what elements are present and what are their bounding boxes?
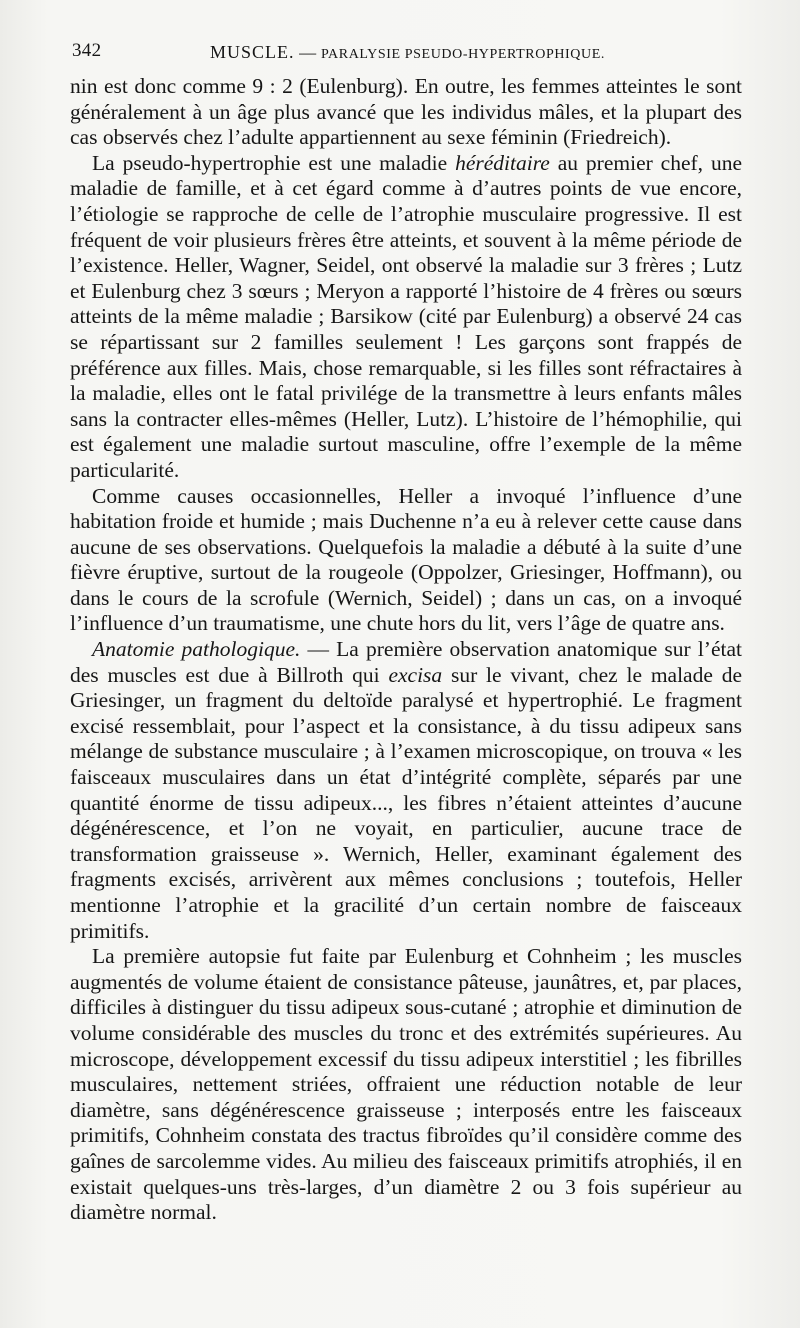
title-separator: —: [299, 43, 317, 62]
running-header: [70, 40, 742, 74]
paragraph-causes: Comme causes occasionnelles, Heller a invoqué l’influence d’une habitation froide et humide ; mais Duchenne n’a eu à relever cette cause dans aucune de ses observations. Quelquefois la maladie a débuté à la suite d’une fièvre éruptive, surtout de la rougeole (Oppolzer, Griesinger, Hoffmann), ou dans le cours de la scrofule (Wernich, Seidel) ; dans un cas, on a invoqué l’influence d’un traumatisme, une chute hors du lit, vers l’âge de quatre ans.: [70, 483, 742, 636]
subsection-title: PARALYSIE PSEUDO-HYPERTROPHIQUE.: [320, 47, 605, 62]
emphasis-excisa: excisa: [388, 662, 443, 687]
paragraph-anatomy: Anatomie pathologique. — La première observation anatomique sur l’état des muscles est due à Billroth qui excisa sur le vivant, chez le malade de Griesinger, un fragment du deltoïde paralysé et hypertrophié. Le fragment excisé ressemblait, pour l’aspect et la consistance, à du tissu adipeux sans mélange de substance musculaire ; à l’examen microscopique, on trouva « les faisceaux musculaires dans un état d’intégrité complète, séparés par une quantité énorme de tissu adipeux..., les fibres n’étaient atteintes d’aucune dégénérescence, et l’on ne voyait, en particulier, aucune trace de transformation graisseuse ». Wernich, Heller, examinant également des fragments excisés, arrivèrent aux mêmes conclusions ; toutefois, Heller mentionne l’atrophie et la gracilité d’un certain nombre de faisceaux primitifs.: [70, 637, 742, 943]
paragraph-autopsy: La première autopsie fut faite par Eulenburg et Cohnheim ; les muscles augmentés de volume étaient de consistance pâteuse, jaunâtres, et, par places, difficiles à distinguer du tissu adipeux sous-cutané ; atrophie et diminution de volume considérable des muscles du tronc et des extrémités supérieures. Au microscope, développement excessif du tissu adipeux interstitiel ; les fibrilles musculaires, nettement striées, offraient une réduction notable de leur diamètre, sans dégénérescence graisseuse ; interposés entre les faisceaux primitifs, Cohnheim constata des tractus fibroïdes qu’il considère comme des gaînes de sarcolemme vides. Au milieu des faisceaux primitifs atrophiés, il en existait quelques-uns très-larges, d’un diamètre 2 ou 3 fois supérieur au diamètre normal.: [70, 944, 742, 1225]
section-heading-anatomie: Anatomie pathologique.: [92, 637, 301, 662]
section-title: MUSCLE.: [210, 42, 295, 62]
paragraph-heredity: La pseudo-hypertrophie est une maladie héréditaire au premier chef, une maladie de famille, et à cet égard comme à d’autres points de vue encore, l’étiologie se rapproche de celle de l’atrophie musculaire progressive. Il est fréquent de voir plusieurs frères être atteints, et souvent à la même période de l’existence. Heller, Wagner, Seidel, ont observé la maladie sur 3 frères ; Lutz et Eulenburg chez 3 sœurs ; Meryon a rapporté l’histoire de 4 frères ou sœurs atteints de la même maladie ; Barsikow (cité par Eulenburg) a observé 24 cas se répartissant sur 2 familles seulement ! Les garçons sont frappés de préférence aux filles. Mais, chose remarquable, si les filles sont réfractaires à la maladie, elles ont le fatal privilége de la transmettre à leurs enfants mâles sans la contracter elles-mêmes (Heller, Lutz). L’histoire de l’hémophilie, qui est également une maladie surtout masculine, offre l’exemple de la même particularité.: [70, 150, 742, 482]
running-title: [210, 42, 605, 63]
body-text: [70, 74, 742, 1226]
paragraph-continuation: nin est donc comme 9 : 2 (Eulenburg). En outre, les femmes atteintes le sont généralement à un âge plus avancé que les individus mâles, et la plupart des cas observés chez l’adulte appartiennent au sexe féminin (Friedreich).: [70, 74, 742, 150]
page-number: 342: [72, 40, 102, 61]
emphasis-hereditaire: héréditaire: [455, 150, 550, 175]
